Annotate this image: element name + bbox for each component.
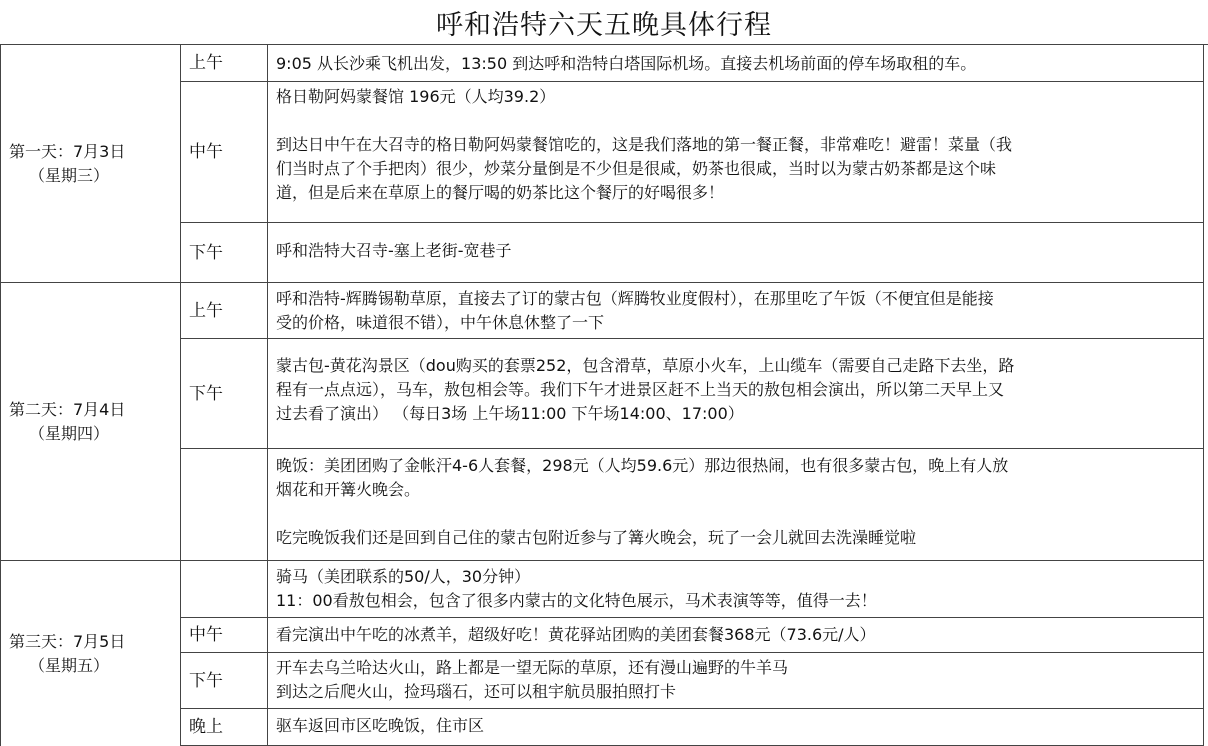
day-3-period-afternoon: 下午: [189, 670, 223, 691]
day-2-morning-content: [268, 283, 1203, 338]
day-1-morning-content: [268, 45, 1203, 81]
content-line: 骑马（美团联系的50/人，30分钟）: [276, 567, 531, 586]
content-line: 吃完晚饭我们还是回到自己住的蒙古包附近参与了篝火晚会，玩了一会儿就回去洗澡睡觉啦: [276, 528, 917, 547]
content-line: 呼和浩特-辉腾锡勒草原，直接去了订的蒙古包（辉腾牧业度假村），在那里吃了午饭（不便宜但是能接: [276, 289, 994, 308]
day-1-label: [1, 45, 180, 282]
content-line: 道，但是后来在草原上的餐厅喝的奶茶比这个餐厅的好喝很多！: [276, 183, 725, 202]
day-1-period-morning: 上午: [189, 53, 223, 73]
day-1-noon-content: [268, 82, 1203, 222]
day-2-weekday: （星期四）: [29, 423, 110, 443]
day-2-afternoon-content: [268, 339, 1203, 448]
content-line: 11：00看敖包相会，包含了很多内蒙古的文化特色展示，马术表演等等，值得一去！: [276, 591, 877, 610]
blank-line: [276, 502, 1195, 526]
content-line: 到达之后爬火山，捡玛瑙石，还可以租宇航员服拍照打卡: [276, 682, 677, 701]
content-line: 呼和浩特大召寺-塞上老街-宽巷子: [276, 241, 512, 260]
day-2-label: [1, 283, 180, 560]
day-2-evening-content: [268, 449, 1203, 560]
content-line: 开车去乌兰哈达火山，路上都是一望无际的草原，还有漫山遍野的牛羊马: [276, 658, 789, 677]
content-line: 们当时点了个手把肉）很少，炒菜分量倒是不少但是很咸，奶茶也很咸，当时以为蒙古奶茶都是这个味: [276, 159, 997, 178]
content-line: 过去看了演出） （每日3场 上午场11:00 下午场14:00、17:00）: [276, 404, 744, 423]
content-line: 蒙古包-黄花沟景区（dou购买的套票252，包含滑草，草原小火车，上山缆车（需要自己走路下去坐，路: [276, 356, 1015, 375]
day-1-date: 第一天：7月3日: [9, 141, 126, 161]
day-3-afternoon-content: [268, 653, 1203, 708]
day-1-period-noon: 中午: [189, 142, 223, 162]
content-line: 9:05 从长沙乘飞机出发，13:50 到达呼和浩特白塔国际机场。直接去机场前面的停车场取租的车。: [276, 54, 977, 73]
day-3-period-noon: 中午: [189, 625, 223, 645]
content-line: 程有一点点远），马车，敖包相会等。我们下午才进景区赶不上当天的敖包相会演出，所以第二天早上又: [276, 380, 1005, 399]
day-3-evening-content: [268, 709, 1203, 745]
content-line: 晚饭：美团团购了金帐汗4-6人套餐，298元（人均59.6元）那边很热闹，也有很多蒙古包，晚上有人放: [276, 456, 1009, 475]
day-3-label: [1, 561, 180, 746]
day-1-period-afternoon: 下午: [189, 242, 223, 263]
day-3-weekday: （星期五）: [29, 655, 110, 675]
content-line: 到达日中午在大召寺的格日勒阿妈蒙餐馆吃的，这是我们落地的第一餐正餐，非常难吃！避雷！菜量（我: [276, 135, 1013, 154]
content-line: 看完演出中午吃的冰煮羊，超级好吃！黄花驿站团购的美团套餐368元（73.6元/人）: [276, 625, 876, 644]
day-3-morning-content: [268, 561, 1203, 617]
blank-line: [276, 109, 1195, 133]
content-line: 格日勒阿妈蒙餐馆 196元（人均39.2）: [276, 87, 556, 106]
page-title: 呼和浩特六天五晚具体行程: [0, 0, 1208, 45]
day-3-period-evening: 晚上: [189, 717, 223, 737]
day-2-date: 第二天：7月4日: [9, 399, 126, 419]
day-3-period-morning: [181, 561, 267, 617]
day-3-noon-content: [268, 618, 1203, 652]
day-2-period-morning: 上午: [189, 300, 223, 321]
day-1-weekday: （星期三）: [29, 165, 110, 185]
day-3-date: 第三天：7月5日: [9, 631, 126, 651]
content-line: 驱车返回市区吃晚饭，住市区: [276, 716, 485, 735]
day-2-period-evening: [181, 449, 267, 560]
day-2-period-afternoon: 下午: [189, 383, 223, 404]
content-line: 受的价格，味道很不错），中午休息休整了一下: [276, 313, 605, 332]
day-1-afternoon-content: [268, 223, 1203, 282]
content-line: 烟花和开篝火晚会。: [276, 480, 421, 499]
